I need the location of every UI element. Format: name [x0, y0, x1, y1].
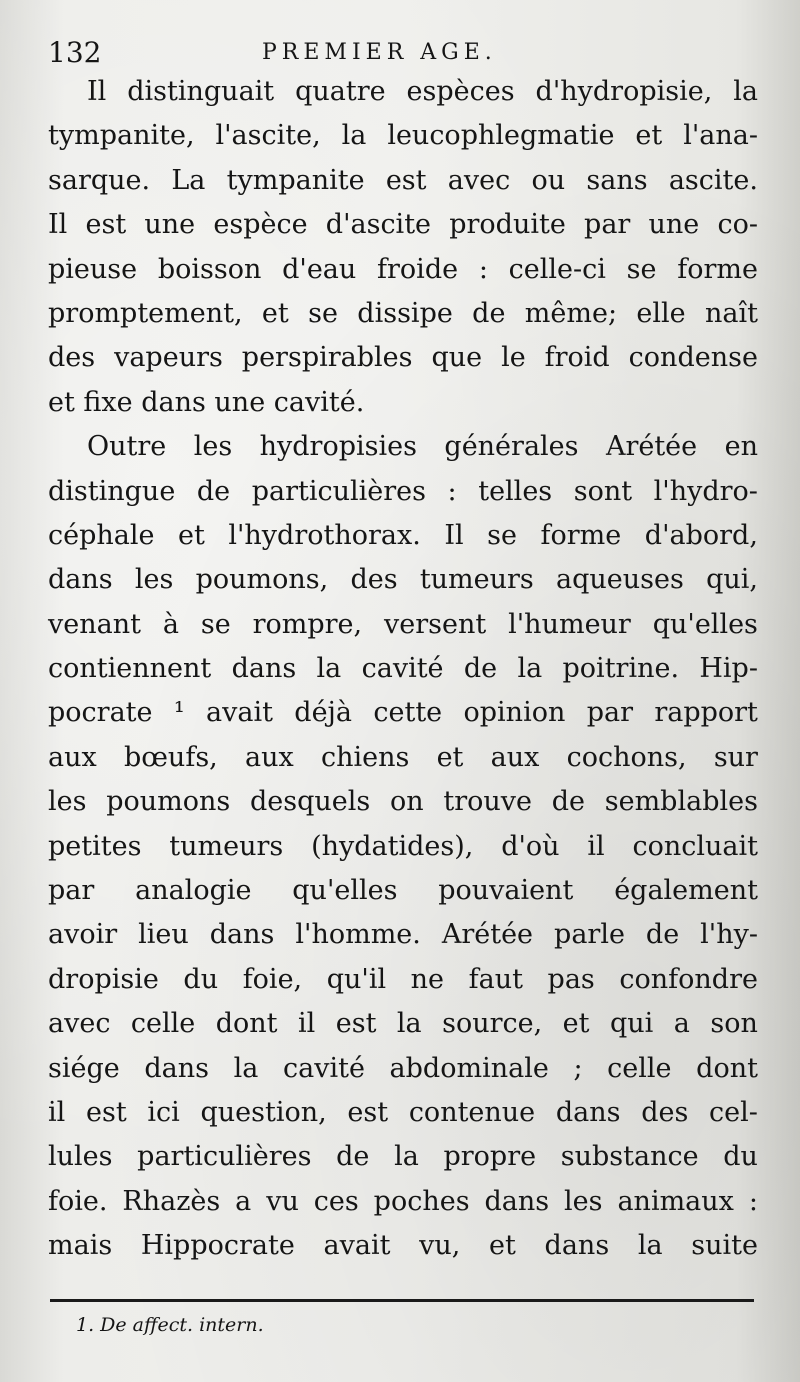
text-line: céphale et l'hydrothorax. Il se forme d'abord,	[48, 519, 758, 551]
text-line: les poumons desquels on trouve de semblables	[48, 786, 758, 818]
text-line: par analogie qu'elles pouvaient également	[48, 875, 758, 907]
text-line: petites tumeurs (hydatides), d'où il concluait	[48, 830, 758, 862]
text-line: Outre les hydropisies générales Arétée en	[87, 431, 758, 463]
text-line: avec celle dont il est la source, et qui a son	[48, 1008, 758, 1040]
text-line: pocrate ¹ avait déjà cette opinion par rapport	[48, 697, 758, 729]
text-line: dans les poumons, des tumeurs aqueuses qui,	[48, 564, 758, 596]
text-line: avoir lieu dans l'homme. Arétée parle de l'hy-	[48, 919, 758, 951]
text-line: pieuse boisson d'eau froide : celle-ci se forme	[48, 253, 758, 285]
text-line: Il distinguait quatre espèces d'hydropisie, la	[87, 76, 758, 107]
footnote: 1. De affect. intern.	[76, 1314, 264, 1336]
text-line: dropisie du foie, qu'il ne faut pas confondre	[48, 963, 758, 995]
text-line: sarque. La tympanite est avec ou sans ascite.	[48, 164, 758, 196]
text-line: siége dans la cavité abdominale ; celle dont	[48, 1052, 758, 1084]
text-line: Il est une espèce d'ascite produite par une co-	[48, 209, 758, 241]
text-line: et fixe dans une cavité.	[48, 386, 365, 418]
running-head: PREMIER AGE.	[262, 40, 497, 65]
text-line: tympanite, l'ascite, la leucophlegmatie et l'ana-	[48, 120, 758, 152]
text-line: mais Hippocrate avait vu, et dans la suite	[48, 1230, 758, 1262]
text-line: foie. Rhazès a vu ces poches dans les animaux :	[48, 1185, 758, 1217]
text-line: lules particulières de la propre substance du	[48, 1141, 758, 1173]
body-text	[48, 70, 758, 1269]
text-line: distingue de particulières : telles sont l'hydro-	[48, 475, 758, 507]
text-line: des vapeurs perspirables que le froid condense	[48, 342, 758, 374]
text-line: il est ici question, est contenue dans des cel-	[48, 1096, 758, 1128]
footnote-rule	[50, 1299, 754, 1302]
text-line: aux bœufs, aux chiens et aux cochons, sur	[48, 741, 758, 773]
page-number: 132	[48, 36, 102, 69]
text-line: contiennent dans la cavité de la poitrine. Hip-	[48, 653, 758, 685]
text-line: promptement, et se dissipe de même; elle naît	[48, 297, 758, 329]
text-line: venant à se rompre, versent l'humeur qu'elles	[48, 608, 758, 640]
